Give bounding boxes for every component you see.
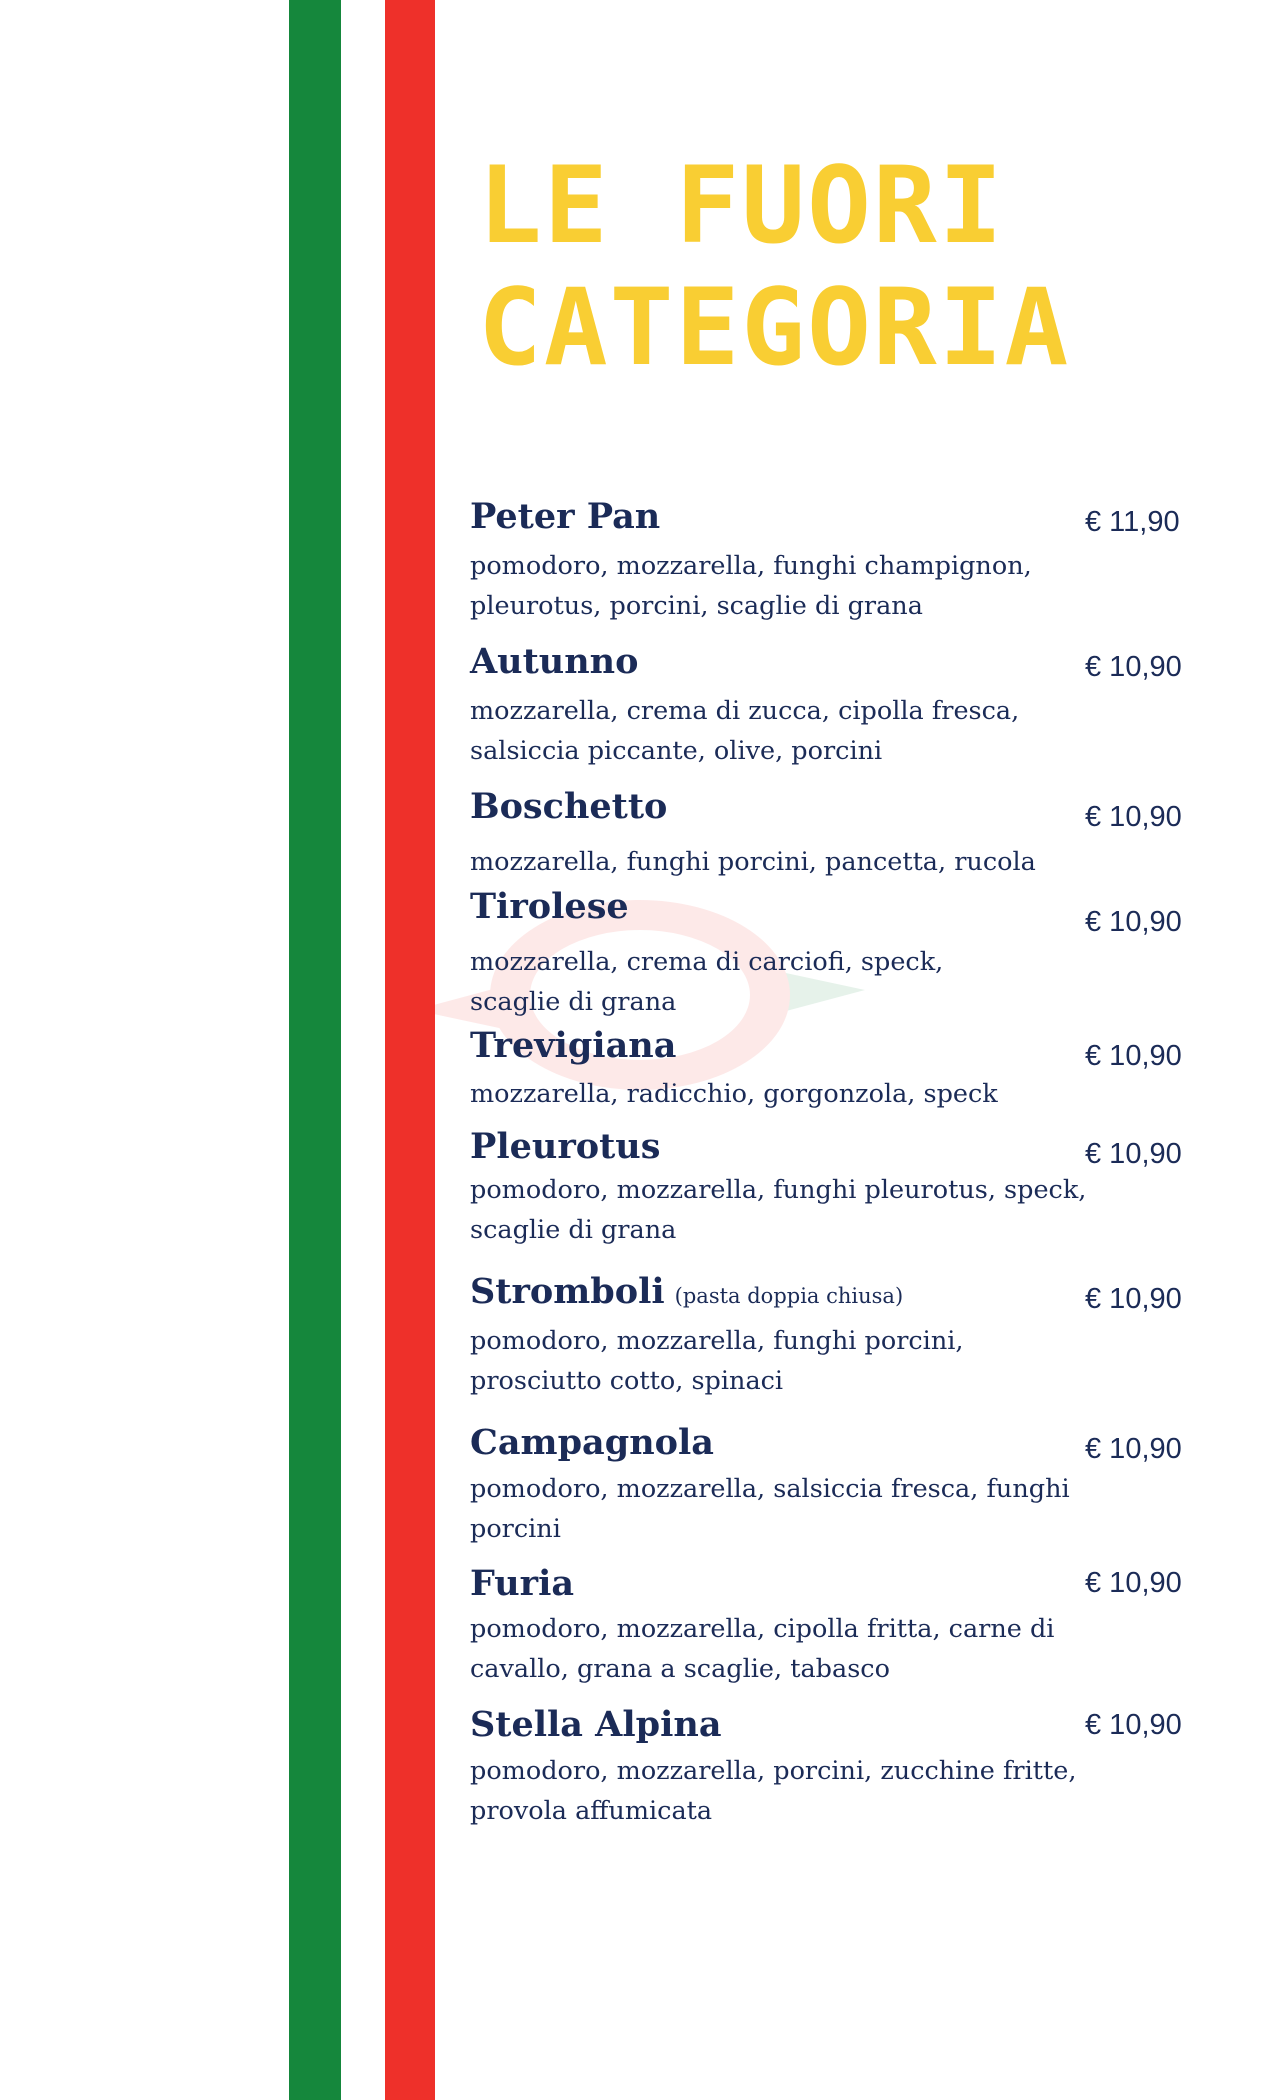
item-name: Campagnola bbox=[470, 1422, 714, 1463]
item-name: Tirolese bbox=[470, 886, 629, 927]
item-description: mozzarella, funghi porcini, pancetta, rucola bbox=[470, 847, 1036, 877]
item-name: Peter Pan bbox=[470, 496, 661, 537]
item-price: € 11,90 bbox=[1085, 506, 1180, 538]
title-line-1: LE FUORI bbox=[478, 144, 1005, 267]
item-name: Stromboli (pasta doppia chiusa) bbox=[470, 1271, 904, 1312]
item-name: Stella Alpina bbox=[470, 1704, 722, 1745]
item-description: pomodoro, mozzarella, cipolla fritta, carne di cavallo, grana a scaglie, tabasco bbox=[470, 1614, 1055, 1684]
item-price: € 10,90 bbox=[1085, 1283, 1182, 1315]
item-description: pomodoro, mozzarella, funghi pleurotus, speck, scaglie di grana bbox=[470, 1175, 1087, 1245]
flag-stripe-white bbox=[341, 0, 385, 2100]
item-name: Boschetto bbox=[470, 786, 668, 827]
item-name: Trevigiana bbox=[470, 1025, 677, 1066]
item-description: mozzarella, crema di carciofi, speck, scaglie di grana bbox=[470, 947, 944, 1017]
flag-stripe-green bbox=[289, 0, 341, 2100]
item-description: pomodoro, mozzarella, salsiccia fresca, funghi porcini bbox=[470, 1474, 1070, 1544]
item-description: mozzarella, crema di zucca, cipolla fresca, salsiccia piccante, olive, porcini bbox=[470, 696, 1020, 766]
item-description: mozzarella, radicchio, gorgonzola, speck bbox=[470, 1079, 998, 1109]
item-note: (pasta doppia chiusa) bbox=[674, 1284, 904, 1308]
item-description: pomodoro, mozzarella, porcini, zucchine fritte, provola affumicata bbox=[470, 1756, 1077, 1826]
item-price: € 10,90 bbox=[1085, 1433, 1182, 1465]
item-price: € 10,90 bbox=[1085, 906, 1182, 938]
item-price: € 10,90 bbox=[1085, 1138, 1182, 1170]
item-name: Pleurotus bbox=[470, 1126, 661, 1167]
item-price: € 10,90 bbox=[1085, 651, 1182, 683]
page-title bbox=[478, 145, 1070, 389]
item-price: € 10,90 bbox=[1085, 801, 1182, 833]
item-price: € 10,90 bbox=[1085, 1567, 1182, 1599]
title-line-2: CATEGORIA bbox=[478, 266, 1071, 389]
item-name: Autunno bbox=[470, 641, 639, 682]
item-description: pomodoro, mozzarella, funghi champignon, pleurotus, porcini, scaglie di grana bbox=[470, 551, 1032, 621]
item-name: Furia bbox=[470, 1563, 575, 1604]
item-price: € 10,90 bbox=[1085, 1040, 1182, 1072]
item-price: € 10,90 bbox=[1085, 1709, 1182, 1741]
item-description: pomodoro, mozzarella, funghi porcini, prosciutto cotto, spinaci bbox=[470, 1326, 964, 1396]
